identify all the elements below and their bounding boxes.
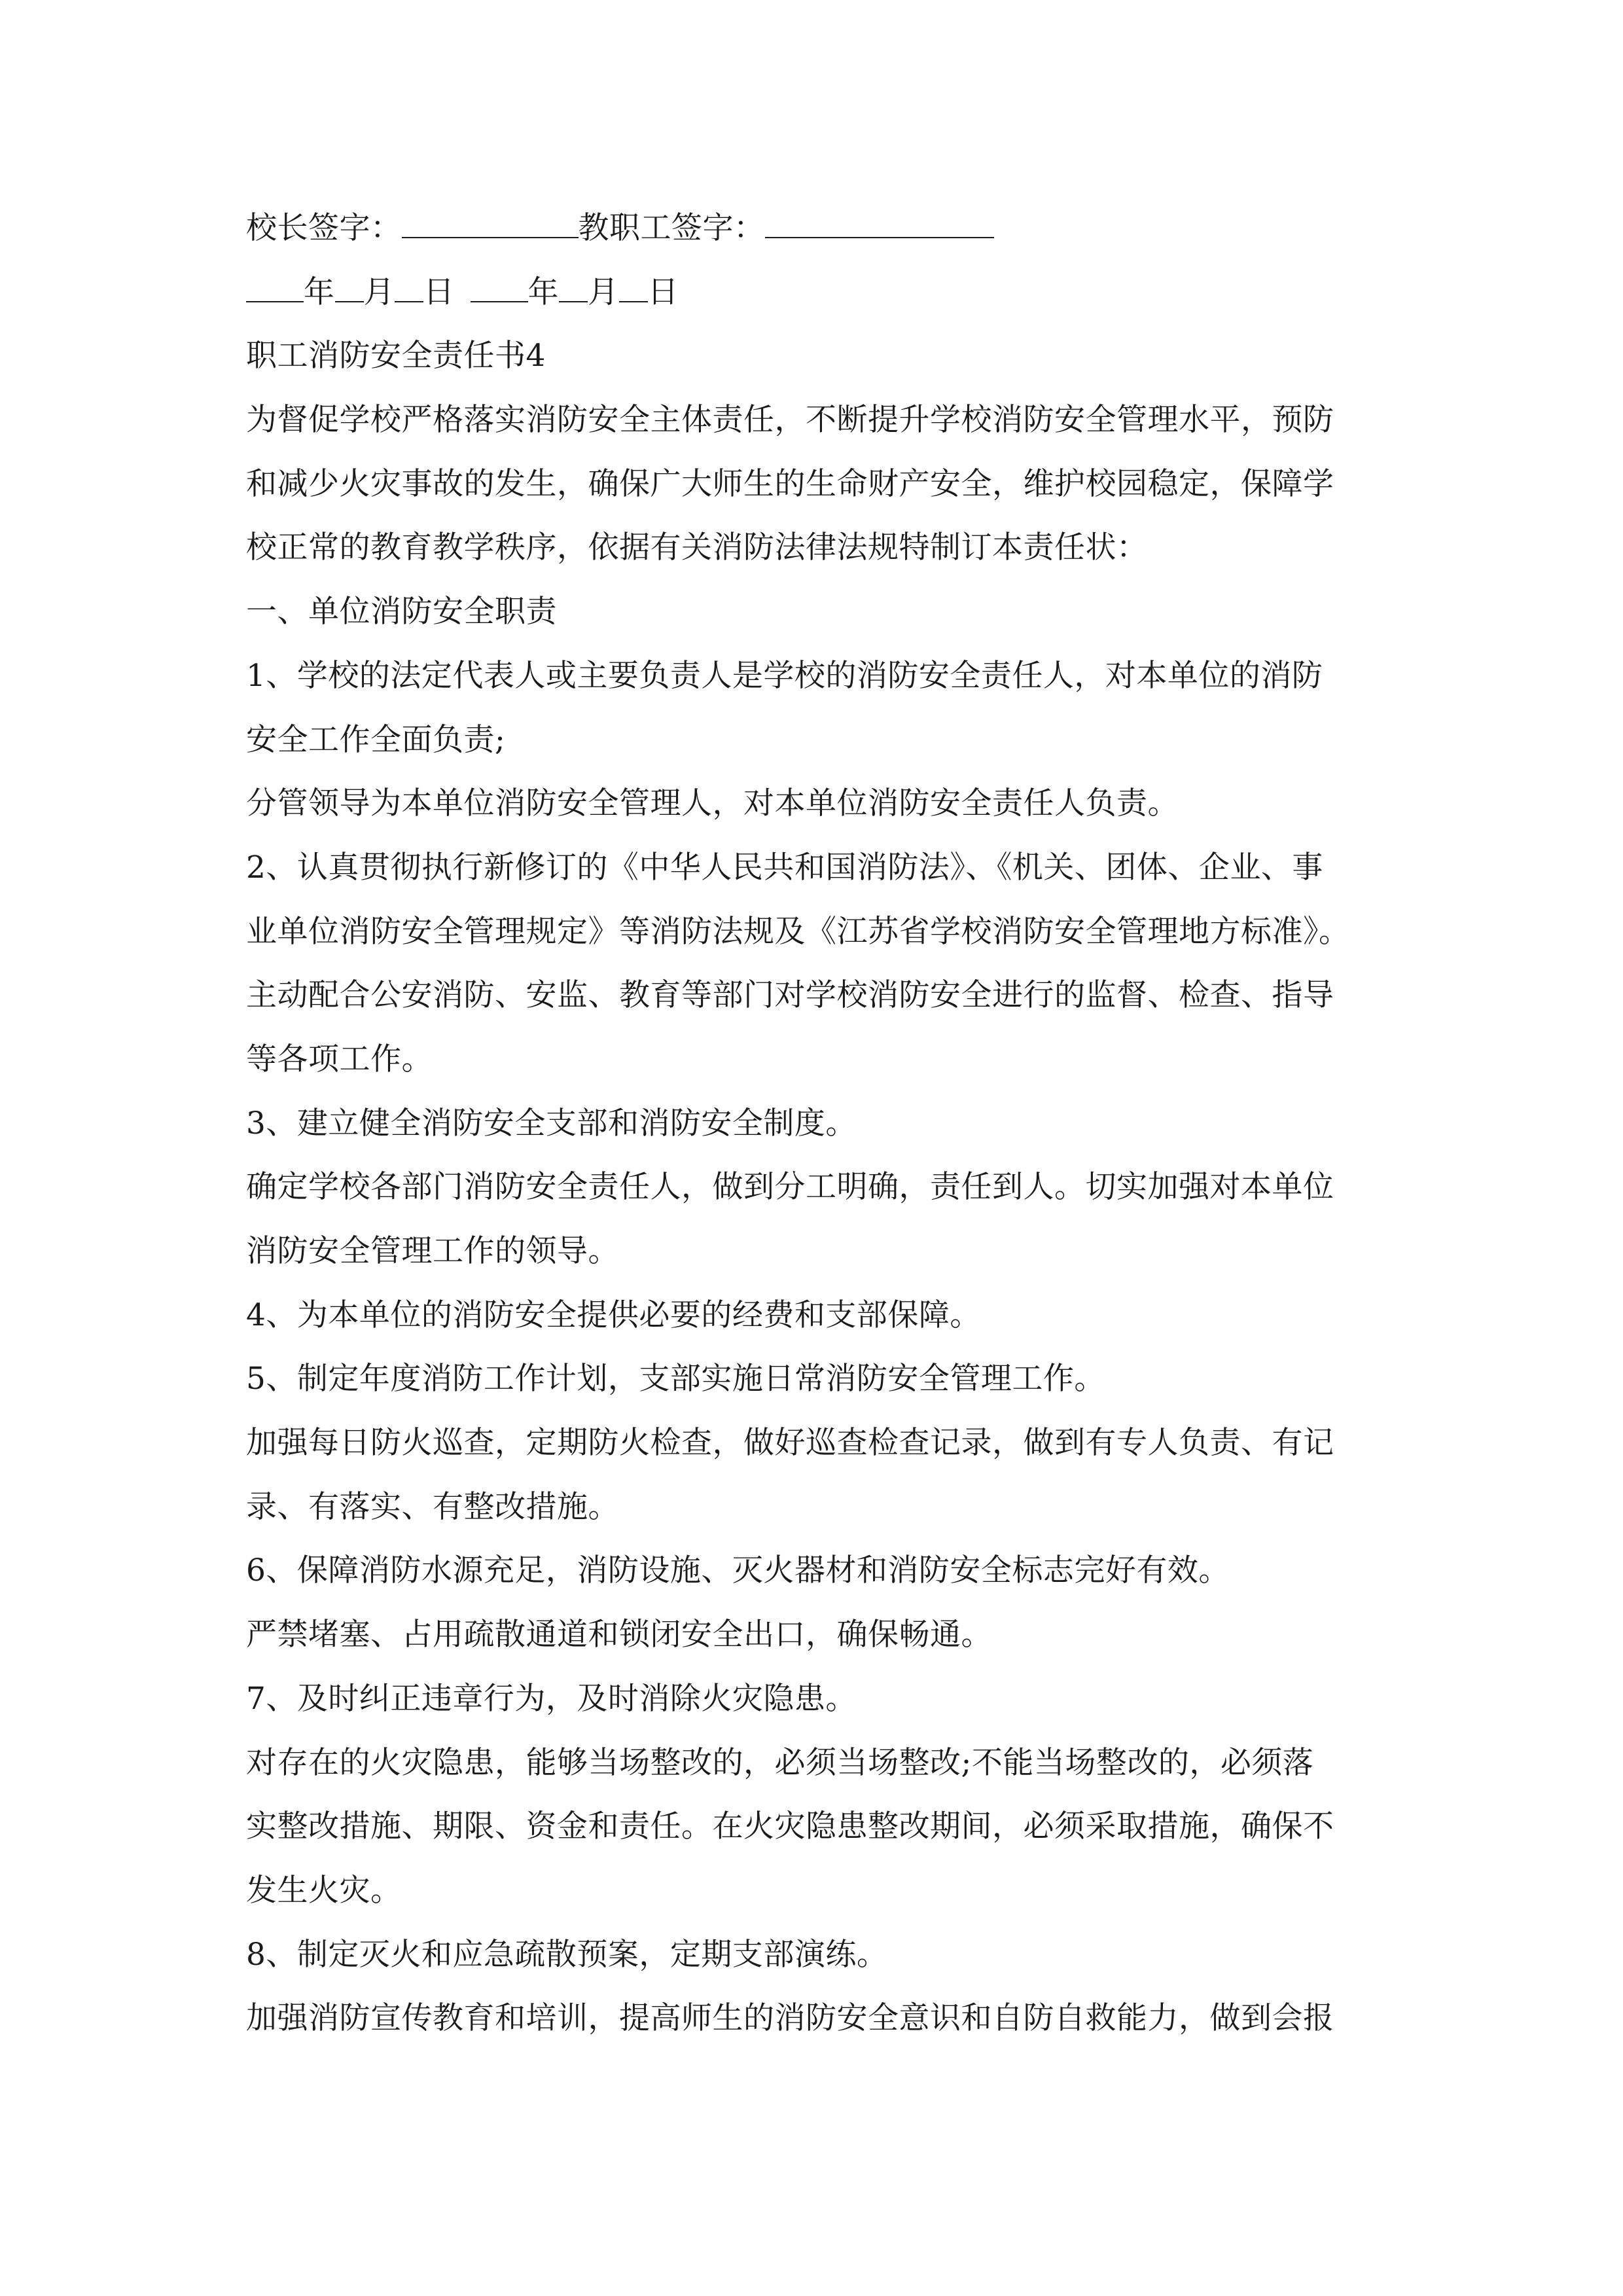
text-line: 为督促学校严格落实消防安全主体责任，不断提升学校消防安全管理水平，预防 bbox=[246, 402, 1334, 439]
month-label: 月 bbox=[363, 274, 395, 310]
month-label: 月 bbox=[588, 274, 619, 310]
year-label: 年 bbox=[527, 274, 559, 310]
text-line: 加强消防宣传教育和培训，提高师生的消防安全意识和自防自救能力，做到会报 bbox=[246, 2000, 1334, 2037]
signature-line bbox=[246, 196, 1385, 260]
text-line: 6、保障消防水源充足，消防设施、灭火器材和消防安全标志完好有效。 bbox=[246, 1552, 1230, 1589]
date-line bbox=[246, 260, 1385, 325]
principal-signature-label: 校长签字： bbox=[246, 210, 402, 246]
year-label: 年 bbox=[304, 274, 335, 310]
text-line: 7、及时纠正违章行为，及时消除火灾隐患。 bbox=[246, 1680, 857, 1717]
text-line: 严禁堵塞、占用疏散通道和锁闭安全出口，确保畅通。 bbox=[246, 1617, 992, 1653]
text-line: 发生火灾。 bbox=[246, 1872, 402, 1909]
text-line: 等各项工作。 bbox=[246, 1041, 433, 1077]
text-line: 2、认真贯彻执行新修订的《中华人民共和国消防法》、《机关、团体、企业、事 bbox=[246, 849, 1323, 886]
staff-signature-blank bbox=[765, 213, 994, 238]
text-line: 业单位消防安全管理规定》等消防法规及《江苏省学校消防安全管理地方标准》。 bbox=[246, 913, 1350, 950]
text-line: 1、学校的法定代表人或主要负责人是学校的消防安全责任人，对本单位的消防 bbox=[246, 657, 1323, 694]
principal-signature-blank bbox=[402, 213, 579, 238]
text-line: 确定学校各部门消防安全责任人，做到分工明确，责任到人。切实加强对本单位 bbox=[246, 1169, 1334, 1206]
text-line: 录、有落实、有整改措施。 bbox=[246, 1488, 619, 1525]
month-blank bbox=[559, 278, 588, 302]
text-line: 对存在的火灾隐患，能够当场整改的，必须当场整改;不能当场整改的，必须落 bbox=[246, 1744, 1314, 1781]
text-line: 消防安全管理工作的领导。 bbox=[246, 1233, 619, 1269]
section-heading: 一、单位消防安全职责 bbox=[246, 594, 557, 630]
document-title: 职工消防安全责任书4 bbox=[246, 338, 546, 374]
text-line: 实整改措施、期限、资金和责任。在火灾隐患整改期间，必须采取措施，确保不 bbox=[246, 1808, 1334, 1845]
day-blank bbox=[395, 278, 423, 302]
text-line: 加强每日防火巡查，定期防火检查，做好巡查检查记录，做到有专人负责、有记 bbox=[246, 1425, 1334, 1462]
staff-signature-label: 教职工签字： bbox=[578, 210, 765, 246]
year-blank bbox=[246, 278, 304, 302]
year-blank bbox=[471, 278, 528, 302]
text-line: 和减少火灾事故的发生，确保广大师生的生命财产安全，维护校园稳定，保障学 bbox=[246, 465, 1334, 502]
text-line: 4、为本单位的消防安全提供必要的经费和支部保障。 bbox=[246, 1297, 981, 1333]
text-line: 5、制定年度消防工作计划，支部实施日常消防安全管理工作。 bbox=[246, 1361, 1105, 1397]
text-line: 安全工作全面负责; bbox=[246, 721, 506, 758]
day-blank bbox=[619, 278, 648, 302]
document-body bbox=[246, 196, 1385, 2051]
text-line: 8、制定灭火和应急疏散预案，定期支部演练。 bbox=[246, 1936, 888, 1973]
text-line: 3、建立健全消防安全支部和消防安全制度。 bbox=[246, 1105, 857, 1141]
text-line: 主动配合公安消防、安监、教育等部门对学校消防安全进行的监督、检查、指导 bbox=[246, 977, 1334, 1014]
text-line: 分管领导为本单位消防安全管理人，对本单位消防安全责任人负责。 bbox=[246, 785, 1179, 822]
day-label: 日 bbox=[647, 274, 679, 310]
text-line: 校正常的教育教学秩序，依据有关消防法律法规特制订本责任状： bbox=[246, 529, 1148, 566]
day-label: 日 bbox=[423, 274, 455, 310]
month-blank bbox=[335, 278, 364, 302]
